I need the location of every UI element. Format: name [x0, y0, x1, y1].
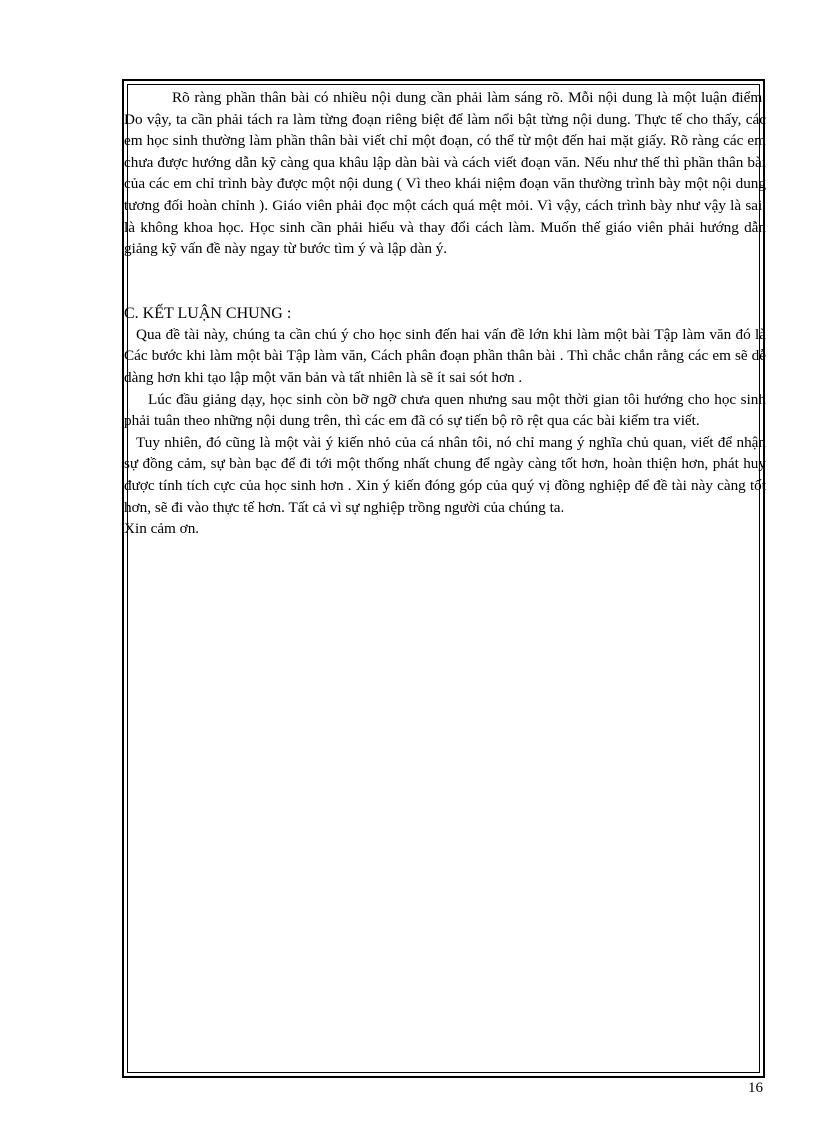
- conclusion-paragraph-3: Tuy nhiên, đó cũng là một vài ý kiến nhỏ của cá nhân tôi, nó chỉ mang ý nghĩa chủ quan, viết để nhận sự đồng cảm, sự bàn bạc để đi tới một thống nhất chung để ngày càng tốt hơn, hoàn thiện hơn, phát huy được tính tích cực của học sinh hơn . Xin ý kiến đóng góp của quý vị đồng nghiệp để đề tài này càng tốt hơn, sẽ đi vào thực tế hơn. Tất cả vì sự nghiệp trồng người của chúng ta.: [124, 433, 766, 516]
- conclusion-paragraph-1: Qua đề tài này, chúng ta cần chú ý cho học sinh đến hai vấn đề lớn khi làm một bài Tập làm văn đó là Các bước khi làm một bài Tập làm văn, Cách phân đoạn phần thân bài . Thì chắc chắn rằng các em sẽ dễ dàng hơn khi tạo lập một văn bản và tất nhiên là sẽ ít sai sót hơn .: [124, 325, 766, 386]
- page-number: 16: [748, 1080, 763, 1096]
- body-paragraph: Rõ ràng phần thân bài có nhiều nội dung cần phải làm sáng rõ. Mỗi nội dung là một luận điểm. Do vậy, ta cần phải tách ra làm từng đoạn riêng biệt để làm nổi bật từng nội dung. Thực tế cho thấy, các em học sinh thường làm phần thân bài viết chỉ một đoạn, có thể từ một đến hai mặt giấy. Rõ ràng các em chưa được hướng dẫn kỹ càng qua khâu lập dàn bài và cách viết đoạn văn. Nếu như thế thì phần thân bài của các em chỉ trình bày được một nội dung ( Vì theo khái niệm đoạn văn thường trình bày một nội dung tương đối hoàn chỉnh ). Giáo viên phải đọc một cách quá mệt mỏi. Vì vậy, cách trình bày như vậy là sai, là không khoa học. Học sinh cần phải hiểu và thay đổi cách làm. Muốn thế giáo viên phải hướng dẫn giảng kỹ vấn đề này ngay từ bước tìm ý và lập dàn ý.: [124, 89, 766, 258]
- closing-thanks: Xin cảm ơn.: [124, 520, 200, 538]
- section-heading: C. KẾT LUẬN CHUNG :: [124, 304, 292, 322]
- conclusion-paragraph-2: Lúc đầu giảng dạy, học sinh còn bỡ ngỡ chưa quen nhưng sau một thời gian tôi hướng cho học sinh phải tuân theo những nội dung trên, thì các em đã có sự tiến bộ rõ rệt qua các bài kiểm tra viết.: [124, 390, 766, 430]
- document-body: [124, 87, 766, 540]
